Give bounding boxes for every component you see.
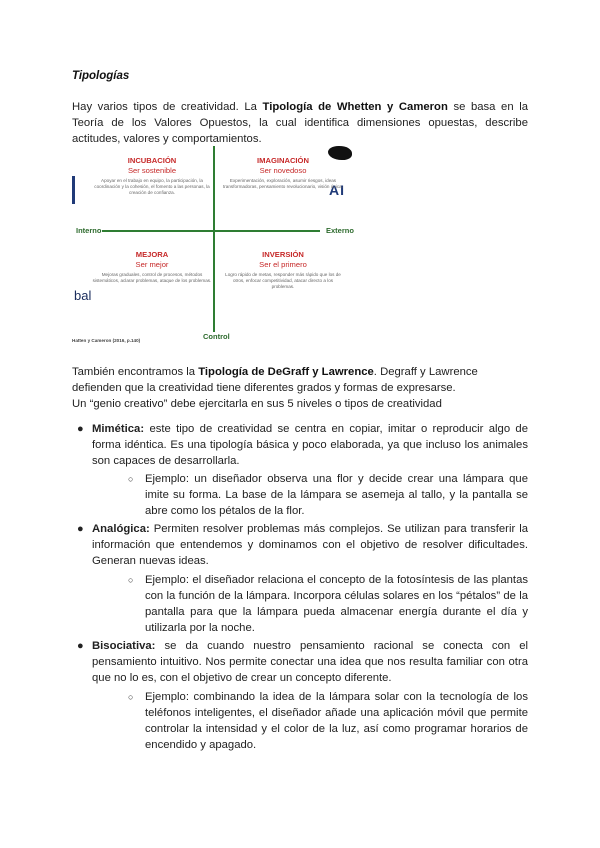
figure-fragment-ai: AI xyxy=(329,182,345,198)
typology-text-end: . Degraff y Lawrence defienden que la creatividad tiene diferentes grados y formas de expresarse. xyxy=(72,366,478,394)
quadrant-title: INVERSIÓN xyxy=(262,250,304,259)
typology-quadrant-figure xyxy=(72,142,372,348)
quadrant-incubacion xyxy=(92,156,212,196)
axis-label-externo: Externo xyxy=(326,226,354,235)
sub-bullet-icon: ○ xyxy=(128,575,134,585)
list-item-bisociativa xyxy=(77,638,528,686)
item-text: Permiten resolver problemas más complejos. Se utilizan para transferir la información que entendemos y dominamos con el objetivo de resolver dificultades. Generan nuevas ideas. xyxy=(92,523,528,567)
typology-line-genio: Un “genio creativo” debe ejercitarla en sus 5 niveles o tipos de creatividad xyxy=(72,398,442,410)
example-text: Ejemplo: combinando la idea de la lámpara solar con la tecnología de los teléfonos inteligentes, el diseñador añade una aplicación móvil que permite controlar la intensidad y el color de la luz, así como programar horarios de encendido y apagado. xyxy=(145,691,528,751)
item-term: Bisociativa: xyxy=(92,640,156,652)
quadrant-description: Mejoras graduales, control de procesos, métodos sistemáticos, aclarar problemas, ataque de los problemas. xyxy=(92,272,212,283)
intro-text-end: se basa en la Teoría de los Valores Opuestos, la cual identifica dimensiones opuestas, describe actitudes, valores y comportamientos. xyxy=(72,101,528,145)
axis-label-interno: Interno xyxy=(76,226,102,235)
list-item-analogica xyxy=(77,521,528,569)
quadrant-title: MEJORA xyxy=(135,250,169,259)
axis-label-control: Control xyxy=(203,332,230,341)
vertical-axis xyxy=(213,146,215,332)
quadrant-subtitle: Ser el primero xyxy=(259,260,307,269)
intro-bold-term: Tipología de Whetten y Cameron xyxy=(262,101,448,113)
sub-item-example-analogica xyxy=(128,572,528,636)
quadrant-description: Logro rápido de metas, responder más rápido que los de otros, enfocar competitividad, atacar directo a los problemas. xyxy=(225,272,341,289)
figure-fragment-bal: bal xyxy=(74,288,92,303)
quadrant-title: IMAGINACIÓN xyxy=(257,156,309,165)
intro-paragraph xyxy=(72,99,528,147)
sub-bullet-icon: ○ xyxy=(128,474,134,484)
quadrant-title: INCUBACIÓN xyxy=(127,156,177,165)
intro-text-start: Hay varios tipos de creatividad. La xyxy=(72,101,263,113)
typology-paragraph xyxy=(72,364,528,412)
example-text: Ejemplo: un diseñador observa una flor y decide crear una lámpara que imite su forma. La base de la lámpara se asemeja al tallo, y la pantalla se abre como los pétalos de la flor. xyxy=(145,473,528,517)
figure-fragment-left-bar xyxy=(72,176,75,204)
section-heading: Tipologías xyxy=(72,70,130,82)
item-text: se da cuando nuestro pensamiento racional se conecta con el pensamiento intuitivo. Nos permite conectar una idea que nos resulta familiar con otra que no lo es, con el objetivo de crear un concepto diferente. xyxy=(92,640,528,684)
quadrant-inversion xyxy=(223,250,343,290)
quadrant-subtitle: Ser mejor xyxy=(135,260,169,269)
item-text: este tipo de creatividad se centra en copiar, imitar o reproducir algo de forma idéntica. Es una tipología básica y poco elaborada, ya que incluso los animales son capaces de desarrollarla. xyxy=(92,423,528,467)
bullet-icon: ● xyxy=(77,640,84,652)
figure-source-caption: Hatten y Cameron (2016, p.140) xyxy=(72,338,141,343)
sub-bullet-icon: ○ xyxy=(128,692,134,702)
item-term: Mimética: xyxy=(92,423,145,435)
typology-text-start: También encontramos la xyxy=(72,366,199,378)
quadrant-description: Experimentación, exploración, asumir riesgos, ideas transformadoras, pensamiento revolucionario, visión única. xyxy=(223,178,344,189)
quadrant-mejora xyxy=(92,250,212,284)
sub-item-example-bisociativa xyxy=(128,689,528,753)
quadrant-imaginacion xyxy=(223,156,343,190)
sub-item-example-mimetica xyxy=(128,471,528,519)
horizontal-axis xyxy=(102,230,320,232)
bullet-icon: ● xyxy=(77,423,84,435)
quadrant-description: Apoyar en el trabajo en equipo, la participación, la coordinación y la cohesión, el fomento a las personas, la creación de confianza. xyxy=(94,178,210,195)
example-text: Ejemplo: el diseñador relaciona el concepto de la fotosíntesis de las plantas con la función de la lámpara. Incorpora células solares en los “pétalos” de la pantalla para que la lámpara pueda almacenar energía durante el día y utilizarla por la noche. xyxy=(145,574,528,634)
typology-bold-term: Tipología de DeGraff y Lawrence xyxy=(198,366,374,378)
list-item-mimetica xyxy=(77,421,528,469)
bullet-icon: ● xyxy=(77,523,84,535)
quadrant-subtitle: Ser novedoso xyxy=(259,166,307,175)
item-term: Analógica: xyxy=(92,523,150,535)
quadrant-subtitle: Ser sostenible xyxy=(127,166,177,175)
